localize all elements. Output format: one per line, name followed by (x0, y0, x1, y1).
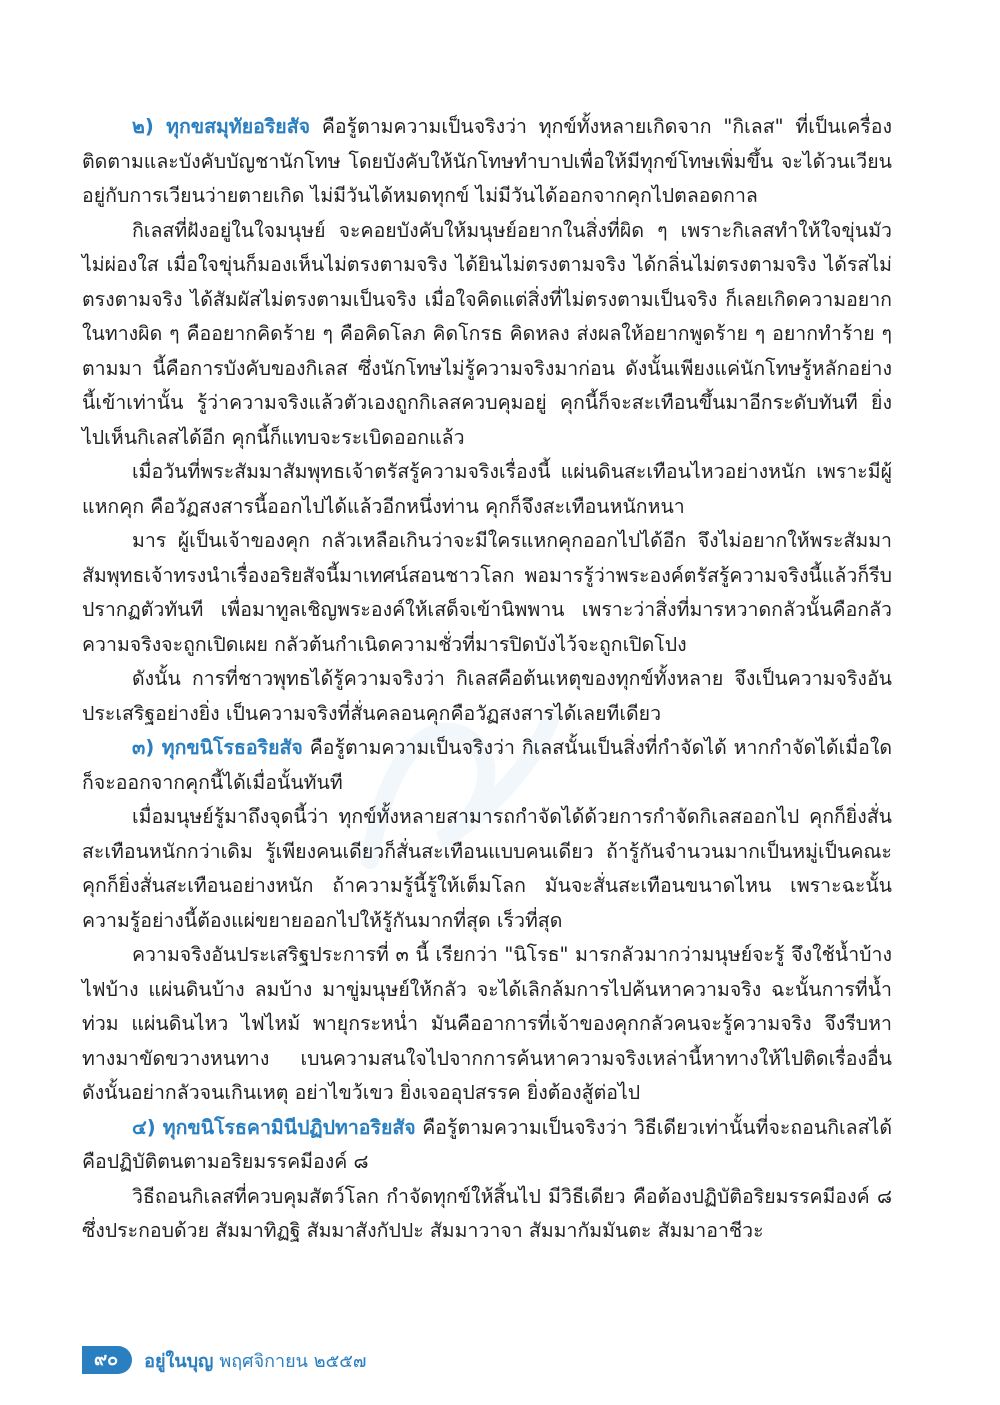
paragraph-conclusion (82, 662, 892, 731)
paragraph-enlightenment (82, 455, 892, 524)
paragraph-text: เมื่อมนุษย์รู้มาถึงจุดนี้ว่า ทุกข์ทั้งหลายสามารถกำจัดได้ด้วยการกำจัดกิเลสออกไป คุกก็ยิ่งสั่นสะเทือนหนักกว่าเดิม รู้เพียงคนเดียวก็สั่นสะเทือนแบบคนเดียว ถ้ารู้กันจำนวนมากเป็นหมู่เป็นคณะ คุกก็ยิ่งสั่นสะเทือนอย่างหนัก ถ้าความรู้นี้รู้ให้เต็มโลก มันจะสั่นสะเทือนขนาดไหน เพราะฉะนั้น ความรู้อย่างนี้ต้องแผ่ขยายออกไปให้รู้กันมากที่สุด เร็วที่สุด (82, 805, 892, 932)
paragraph-text: คือรู้ตามความเป็นจริงว่า กิเลสนั้นเป็นสิ่งที่กำจัดได้ หากกำจัดได้เมื่อใดก็จะออกจากคุกนี้ได้เมื่อนั้นทันที (82, 736, 893, 794)
paragraph-eightfold (82, 1180, 892, 1249)
paragraph-mara (82, 524, 892, 662)
paragraph-text: คือรู้ตามความเป็นจริงว่า วิธีเดียวเท่านั้นที่จะถอนกิเลสได้คือปฏิบัติตนตามอริยมรรคมีองค์ ๘ (82, 1115, 892, 1173)
paragraph-text: ดังนั้น การที่ชาวพุทธได้รู้ความจริงว่า กิเลสคือต้นเหตุของทุกข์ทั้งหลาย จึงเป็นความจริงอันประเสริฐอย่างยิ่ง เป็นความจริงที่สั่นคลอนคุกคือวัฏสงสารได้เลยทีเดียว (82, 667, 892, 725)
page-footer (82, 1345, 366, 1375)
page-number: ๙๐ (82, 1346, 132, 1374)
paragraph-text: เมื่อวันที่พระสัมมาสัมพุทธเจ้าตรัสรู้ความจริงเรื่องนี้ แผ่นดินสะเทือนไหวอย่างหนัก เพราะมีผู้แหกคุก คือวัฏสงสารนี้ออกไปได้แล้วอีกหนึ่งท่าน คุกก็จึงสะเทือนหนักหนา (82, 460, 892, 518)
magazine-title: อยู่ในบุญ (144, 1350, 214, 1372)
paragraph-text: คือรู้ตามความเป็นจริงว่า ทุกข์ทั้งหลายเกิดจาก "กิเลส" ที่เป็นเครื่องติดตามและบังคับบัญชานักโทษ โดยบังคับให้นักโทษทำบาปเพื่อให้มีทุกข์โทษเพิ่มขึ้น จะได้วนเวียนอยู่กับการเวียนว่ายตายเกิด ไม่มีวันได้หมดทุกข์ ไม่มีวันได้ออกจากคุกไปตลอดกาล (82, 115, 893, 207)
paragraph-magga (82, 1111, 892, 1180)
paragraph-text: มาร ผู้เป็นเจ้าของคุก กลัวเหลือเกินว่าจะมีใครแหกคุกออกไปได้อีก จึงไม่อยากให้พระสัมมาสัมพุทธเจ้าทรงนำเรื่องอริยสัจนี้มาเทศน์สอนชาวโลก พอมารรู้ว่าพระองค์ตรัสรู้ความจริงนี้แล้วก็รีบปรากฏตัวทันที เพื่อมาทูลเชิญพระองค์ให้เสด็จเข้านิพพาน เพราะว่าสิ่งที่มารหวาดกลัวนั้นคือกลัวความจริงจะถูกเปิดเผย กลัวต้นกำเนิดความชั่วที่มารปิดบังไว้จะถูกเปิดโปง (82, 529, 892, 656)
paragraph-kilesa (82, 214, 892, 456)
issue-date: พฤศจิกายน ๒๕๕๗ (219, 1350, 367, 1372)
paragraph-fear (82, 938, 892, 1111)
paragraph-spread (82, 800, 892, 938)
heading-nirodha: ๓) ทุกขนิโรธอริยสัจ (132, 736, 303, 759)
paragraph-text: วิธีถอนกิเลสที่ควบคุมสัตว์โลก กำจัดทุกข์ให้สิ้นไป มีวิธีเดียว คือต้องปฏิบัติอริยมรรคมีองค์ ๘ ซึ่งประกอบด้วย สัมมาทิฏฐิ สัมมาสังกัปปะ สัมมาวาจา สัมมากัมมันตะ สัมมาอาชีวะ (82, 1184, 892, 1242)
paragraph-nirodha (82, 731, 892, 800)
paragraph-text: ความจริงอันประเสริฐประการที่ ๓ นี้ เรียกว่า "นิโรธ" มารกลัวมากว่ามนุษย์จะรู้ จึงใช้น้ำบ้าง ไฟบ้าง แผ่นดินบ้าง ลมบ้าง มาขู่มนุษย์ให้กลัว จะได้เลิกล้มการไปค้นหาความจริง ฉะนั้นการที่น้ำท่วม แผ่นดินไหว ไฟไหม้ พายุกระหน่ำ มันคืออาการที่เจ้าของคุกกลัวคนจะรู้ความจริง จึงรีบหาทางมาขัดขวางหนทาง เบนความสนใจไปจากการค้นหาความจริงเหล่านี้หาทางให้ไปติดเรื่องอื่น ดังนั้นอย่ากลัวจนเกินเหตุ อย่าไขว้เขว ยิ่งเจออุปสรรค ยิ่งต้องสู้ต่อไป (82, 943, 892, 1104)
heading-magga: ๔) ทุกขนิโรธคามินีปฏิปทาอริยสัจ (132, 1115, 416, 1139)
paragraph-text: กิเลสที่ฝังอยู่ในใจมนุษย์ จะคอยบังคับให้มนุษย์อยากในสิ่งที่ผิด ๆ เพราะกิเลสทำให้ใจขุ่นมัวไม่ผ่องใส เมื่อใจขุ่นก็มองเห็นไม่ตรงตามจริง ได้ยินไม่ตรงตามจริง ได้กลิ่นไม่ตรงตามจริง ได้รสไม่ตรงตามจริง ได้สัมผัสไม่ตรงตามเป็นจริง เมื่อใจคิดแต่สิ่งที่ไม่ตรงตามเป็นจริง ก็เลยเกิดความอยากในทางผิด ๆ คืออยากคิดร้าย ๆ คือคิดโลภ คิดโกรธ คิดหลง ส่งผลให้อยากพูดร้าย ๆ อยากทำร้าย ๆ ตามมา นี้คือการบังคับของกิเลส ซึ่งนักโทษไม่รู้ความจริงมาก่อน ดังนั้นเพียงแค่นักโทษรู้หลักอย่างนี้เข้าเท่านั้น รู้ว่าความจริงแล้วตัวเองถูกกิเลสควบคุมอยู่ คุกนี้ก็จะสะเทือนขึ้นมาอีกระดับทันที ยิ่งไปเห็นกิเลสได้อีก คุกนี้ก็แทบจะระเบิดออกแล้ว (82, 218, 892, 449)
paragraph-samudaya (82, 110, 892, 214)
heading-samudaya: ๒) ทุกขสมุทัยอริยสัจ (132, 115, 311, 138)
article-body (82, 110, 892, 1249)
